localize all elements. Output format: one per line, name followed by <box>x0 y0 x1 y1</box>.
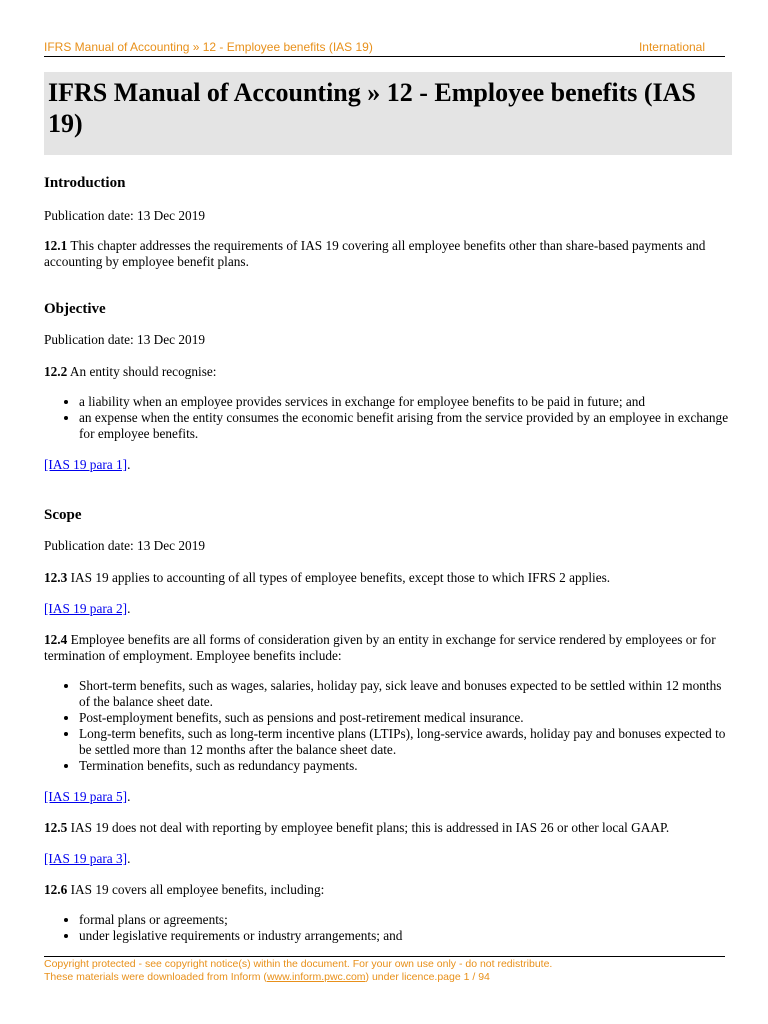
paragraph-text: IAS 19 applies to accounting of all types of employee benefits, except those to which IFRS 2 applies. <box>67 570 611 585</box>
download-notice <box>44 971 725 984</box>
header-region: International <box>638 40 705 54</box>
paragraph-number: 12.3 <box>44 570 68 585</box>
paragraph-12-1 <box>44 238 734 270</box>
ref-ias19-para-1[interactable]: [IAS 19 para 1] <box>44 457 128 472</box>
paragraph-text: Employee benefits are all forms of consideration given by an entity in exchange for service rendered by employees or for termination of employment. Employee benefits include: <box>44 632 716 663</box>
list-item: • Termination benefits, such as redundancy payments. <box>79 758 734 774</box>
paragraph-12-5 <box>44 820 734 836</box>
bullet-list <box>44 912 734 944</box>
header-breadcrumb: IFRS Manual of Accounting » 12 - Employee benefits (IAS 19) <box>44 40 373 54</box>
publication-date: Publication date: 13 Dec 2019 <box>44 332 206 347</box>
bullet-list <box>44 678 734 774</box>
list-item: • Short-term benefits, such as wages, salaries, holiday pay, sick leave and bonuses expected to be settled within 12 months of the balance sheet date. <box>79 678 734 710</box>
heading-objective: Objective <box>44 301 106 317</box>
paragraph-number: 12.1 <box>44 238 68 253</box>
paragraph-12-3 <box>44 570 734 586</box>
page-footer <box>44 956 725 984</box>
heading-introduction: Introduction <box>44 175 126 191</box>
ref-ias19-para-2[interactable]: [IAS 19 para 2] <box>44 601 128 616</box>
inform-link[interactable]: www.inform.pwc.com <box>266 971 366 983</box>
publication-date: Publication date: 13 Dec 2019 <box>44 208 206 223</box>
copyright-notice: Copyright protected - see copyright notice(s) within the document. For your own use only - do not redistribute. <box>44 958 553 970</box>
bullet-list <box>44 394 734 442</box>
list-item: • formal plans or agreements; <box>79 912 734 928</box>
list-item: • Post-employment benefits, such as pensions and post-retirement medical insurance. <box>79 710 734 726</box>
list-item: • Long-term benefits, such as long-term incentive plans (LTIPs), long-service awards, holiday pay and bonuses expected to be settled more than 12 months after the balance sheet date. <box>79 726 734 758</box>
list-item: • under legislative requirements or industry arrangements; and <box>79 928 734 944</box>
page-title: IFRS Manual of Accounting » 12 - Employee benefits (IAS 19) <box>48 78 696 138</box>
paragraph-12-6 <box>44 882 734 898</box>
document-body <box>44 174 734 944</box>
paragraph-12-2 <box>44 364 734 380</box>
ref-ias19-para-3[interactable]: [IAS 19 para 3] <box>44 851 128 866</box>
download-text-post: ) under licence.page 1 / 94 <box>365 971 490 983</box>
reference: [IAS 19 para 1]. <box>44 457 131 472</box>
reference: [IAS 19 para 2]. <box>44 601 131 616</box>
paragraph-text: IAS 19 does not deal with reporting by employee benefit plans; this is addressed in IAS 26 or other local GAAP. <box>67 820 670 835</box>
download-text-pre: These materials were downloaded from Inform ( <box>44 971 267 983</box>
paragraph-text: IAS 19 covers all employee benefits, including: <box>67 882 325 897</box>
paragraph-number: 12.5 <box>44 820 68 835</box>
paragraph-12-4 <box>44 632 734 664</box>
paragraph-text: An entity should recognise: <box>67 364 217 379</box>
paragraph-number: 12.4 <box>44 632 68 647</box>
paragraph-number: 12.2 <box>44 364 68 379</box>
paragraph-text: This chapter addresses the requirements of IAS 19 covering all employee benefits other than share-based payments and accounting by employee benefit plans. <box>44 238 706 269</box>
paragraph-number: 12.6 <box>44 882 68 897</box>
reference: [IAS 19 para 3]. <box>44 851 131 866</box>
heading-scope: Scope <box>44 507 82 523</box>
list-item: • a liability when an employee provides services in exchange for employee benefits to be paid in future; and <box>79 394 734 410</box>
reference: [IAS 19 para 5]. <box>44 789 131 804</box>
title-box <box>44 72 732 155</box>
publication-date: Publication date: 13 Dec 2019 <box>44 538 206 553</box>
page-header <box>44 40 725 57</box>
ref-ias19-para-5[interactable]: [IAS 19 para 5] <box>44 789 128 804</box>
list-item: • an expense when the entity consumes the economic benefit arising from the service provided by an employee in exchange for employee benefits. <box>79 410 734 442</box>
